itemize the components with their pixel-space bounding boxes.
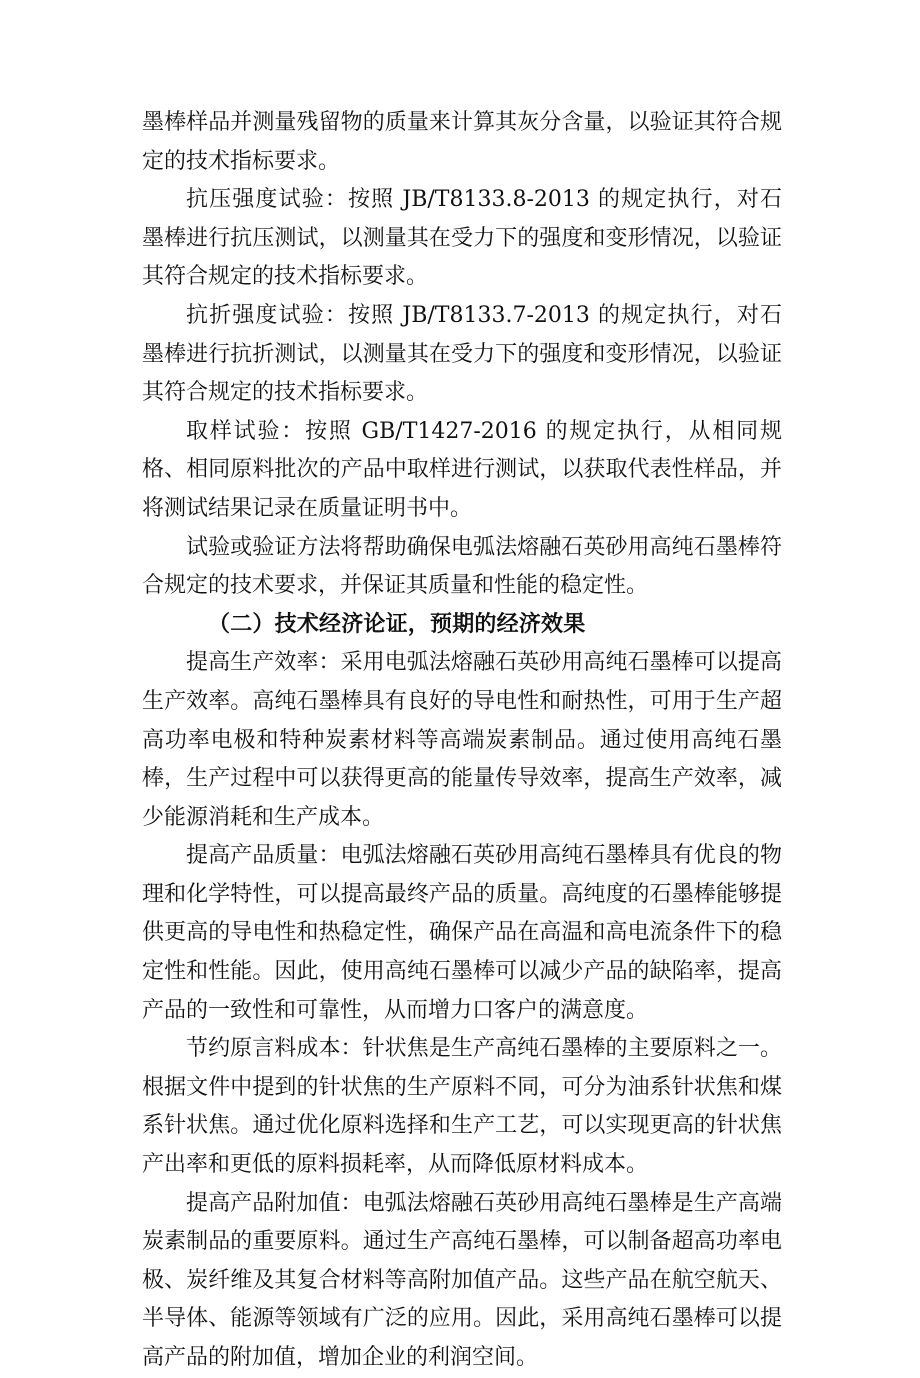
document-page (142, 104, 782, 1378)
paragraph-added-value: 提高产品附加值：电弧法熔融石英砂用高纯石墨棒是生产高端炭素制品的重要原料。通过生产高纯石墨棒，可以制备超高功率电极、炭纤维及其复合材料等高附加值产品。这些产品在航空航天、半导体、能源等领域有广泛的应用。因此，采用高纯石墨棒可以提高产品的附加值，增加企业的利润空间。 (142, 1190, 782, 1370)
paragraph-flexural-strength-test: 抗折强度试验：按照 JB/T8133.7-2013 的规定执行，对石墨棒进行抗折测试，以测量其在受力下的强度和变形情况，以验证其符合规定的技术指标要求。 (142, 302, 782, 406)
paragraph-ash-content-continued: 墨棒样品并测量残留物的质量来计算其灰分含量，以验证其符合规定的技术指标要求。 (142, 110, 782, 174)
paragraph-sampling-test: 取样试验：按照 GB/T1427-2016 的规定执行，从相同规格、相同原料批次的产品中取样进行测试，以获取代表性样品，并将测试结果记录在质量证明书中。 (142, 418, 782, 521)
paragraph-compressive-strength-test: 抗压强度试验：按照 JB/T8133.8-2013 的规定执行，对石墨棒进行抗压测试，以测量其在受力下的强度和变形情况，以验证其符合规定的技术指标要求。 (142, 187, 782, 290)
paragraph-raw-material-cost: 节约原言料成本：针状焦是生产高纯石墨棒的主要原料之一。根据文件中提到的针状焦的生产原料不同，可分为油系针状焦和煤系针状焦。通过优化原料选择和生产工艺，可以实现更高的针状焦产出率和更低的原料损耗率，从而降低原材料成本。 (142, 1036, 782, 1178)
section-heading-economic-analysis: （二）技术经济论证，预期的经济效果 (208, 611, 586, 637)
paragraph-verification-summary: 试验或验证方法将帮助确保电弧法熔融石英砂用高纯石墨棒符合规定的技术要求，并保证其质量和性能的稳定性。 (142, 534, 782, 599)
paragraph-production-efficiency: 提高生产效率：采用电弧法熔融石英砂用高纯石墨棒可以提高生产效率。高纯石墨棒具有良好的导电性和耐热性，可用于生产超高功率电极和特种炭素材料等高端炭素制品。通过使用高纯石墨棒，生产过程中可以获得更高的能量传导效率，提高生产效率，减少能源消耗和生产成本。 (142, 650, 782, 830)
paragraph-product-quality: 提高产品质量：电弧法熔融石英砂用高纯石墨棒具有优良的物理和化学特性，可以提高最终产品的质量。高纯度的石墨棒能够提供更高的导电性和热稳定性，确保产品在高温和高电流条件下的稳定性和性能。因此，使用高纯石墨棒可以减少产品的缺陷率，提高产品的一致性和可靠性，从而增力口客户的满意度。 (142, 843, 782, 1023)
